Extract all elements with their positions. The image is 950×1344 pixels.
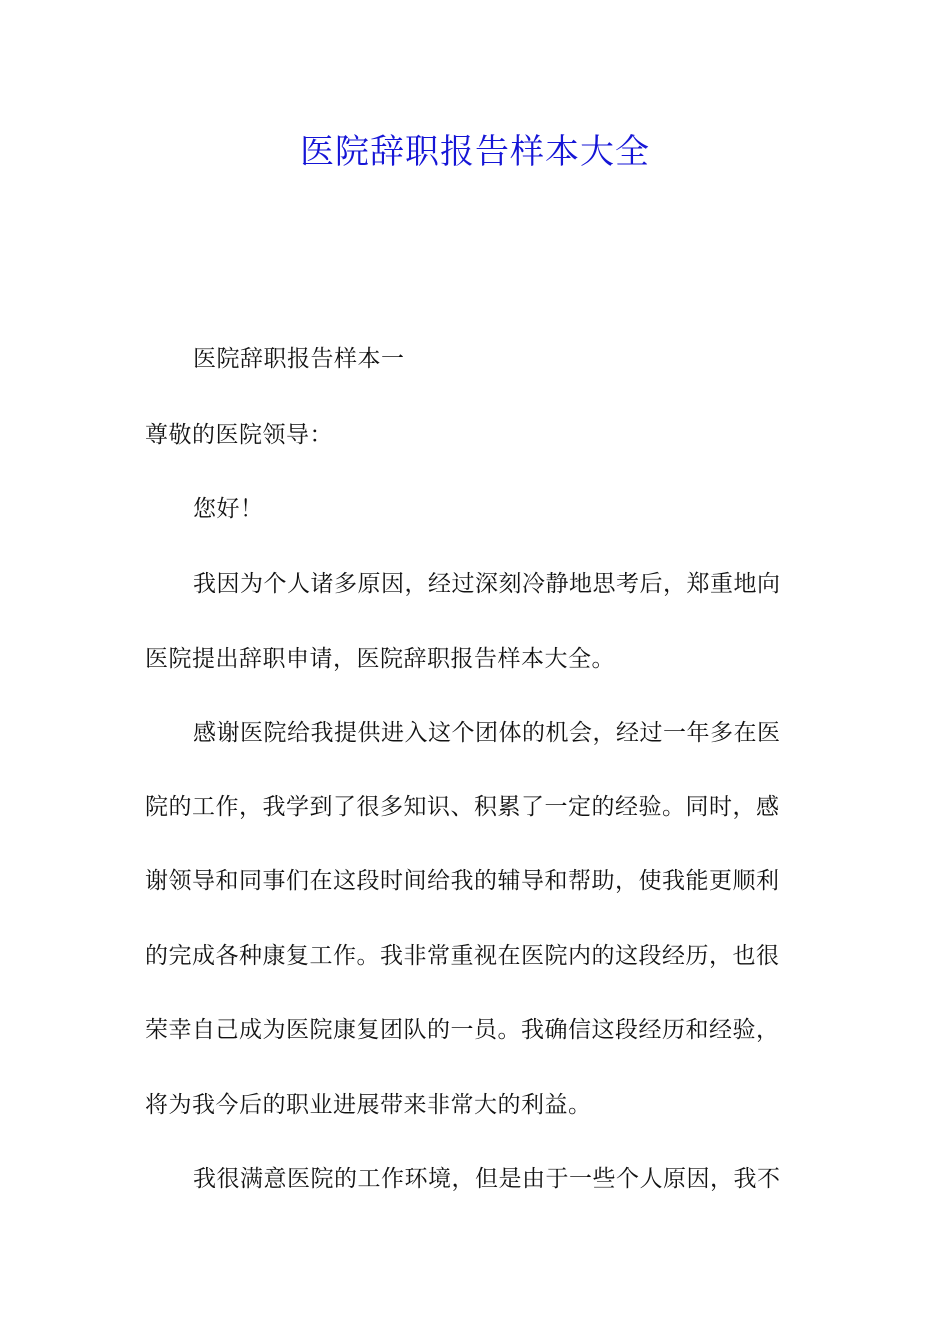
paragraph-line: 的完成各种康复工作。我非常重视在医院内的这段经历，也很: [145, 943, 780, 969]
paragraph-line: 我很满意医院的工作环境，但是由于一些个人原因，我不: [193, 1166, 781, 1192]
greeting: 您好！: [193, 496, 264, 522]
paragraph-line: 院的工作，我学到了很多知识、积累了一定的经验。同时，感: [145, 794, 780, 820]
paragraph-line: 感谢医院给我提供进入这个团体的机会，经过一年多在医: [193, 720, 781, 746]
paragraph-line: 我因为个人诸多原因，经过深刻冷静地思考后，郑重地向: [193, 571, 781, 597]
paragraph-line: 医院提出辞职申请，医院辞职报告样本大全。: [145, 646, 615, 672]
paragraph-line: 将为我今后的职业进展带来非常大的利益。: [145, 1092, 592, 1118]
document-title: 医院辞职报告样本大全: [300, 132, 650, 172]
paragraph-line: 荣幸自己成为医院康复团队的一员。我确信这段经历和经验，: [145, 1017, 780, 1043]
section-heading: 医院辞职报告样本一: [193, 346, 405, 372]
salutation: 尊敬的医院领导：: [145, 422, 333, 448]
paragraph-line: 谢领导和同事们在这段时间给我的辅导和帮助，使我能更顺利: [145, 868, 780, 894]
